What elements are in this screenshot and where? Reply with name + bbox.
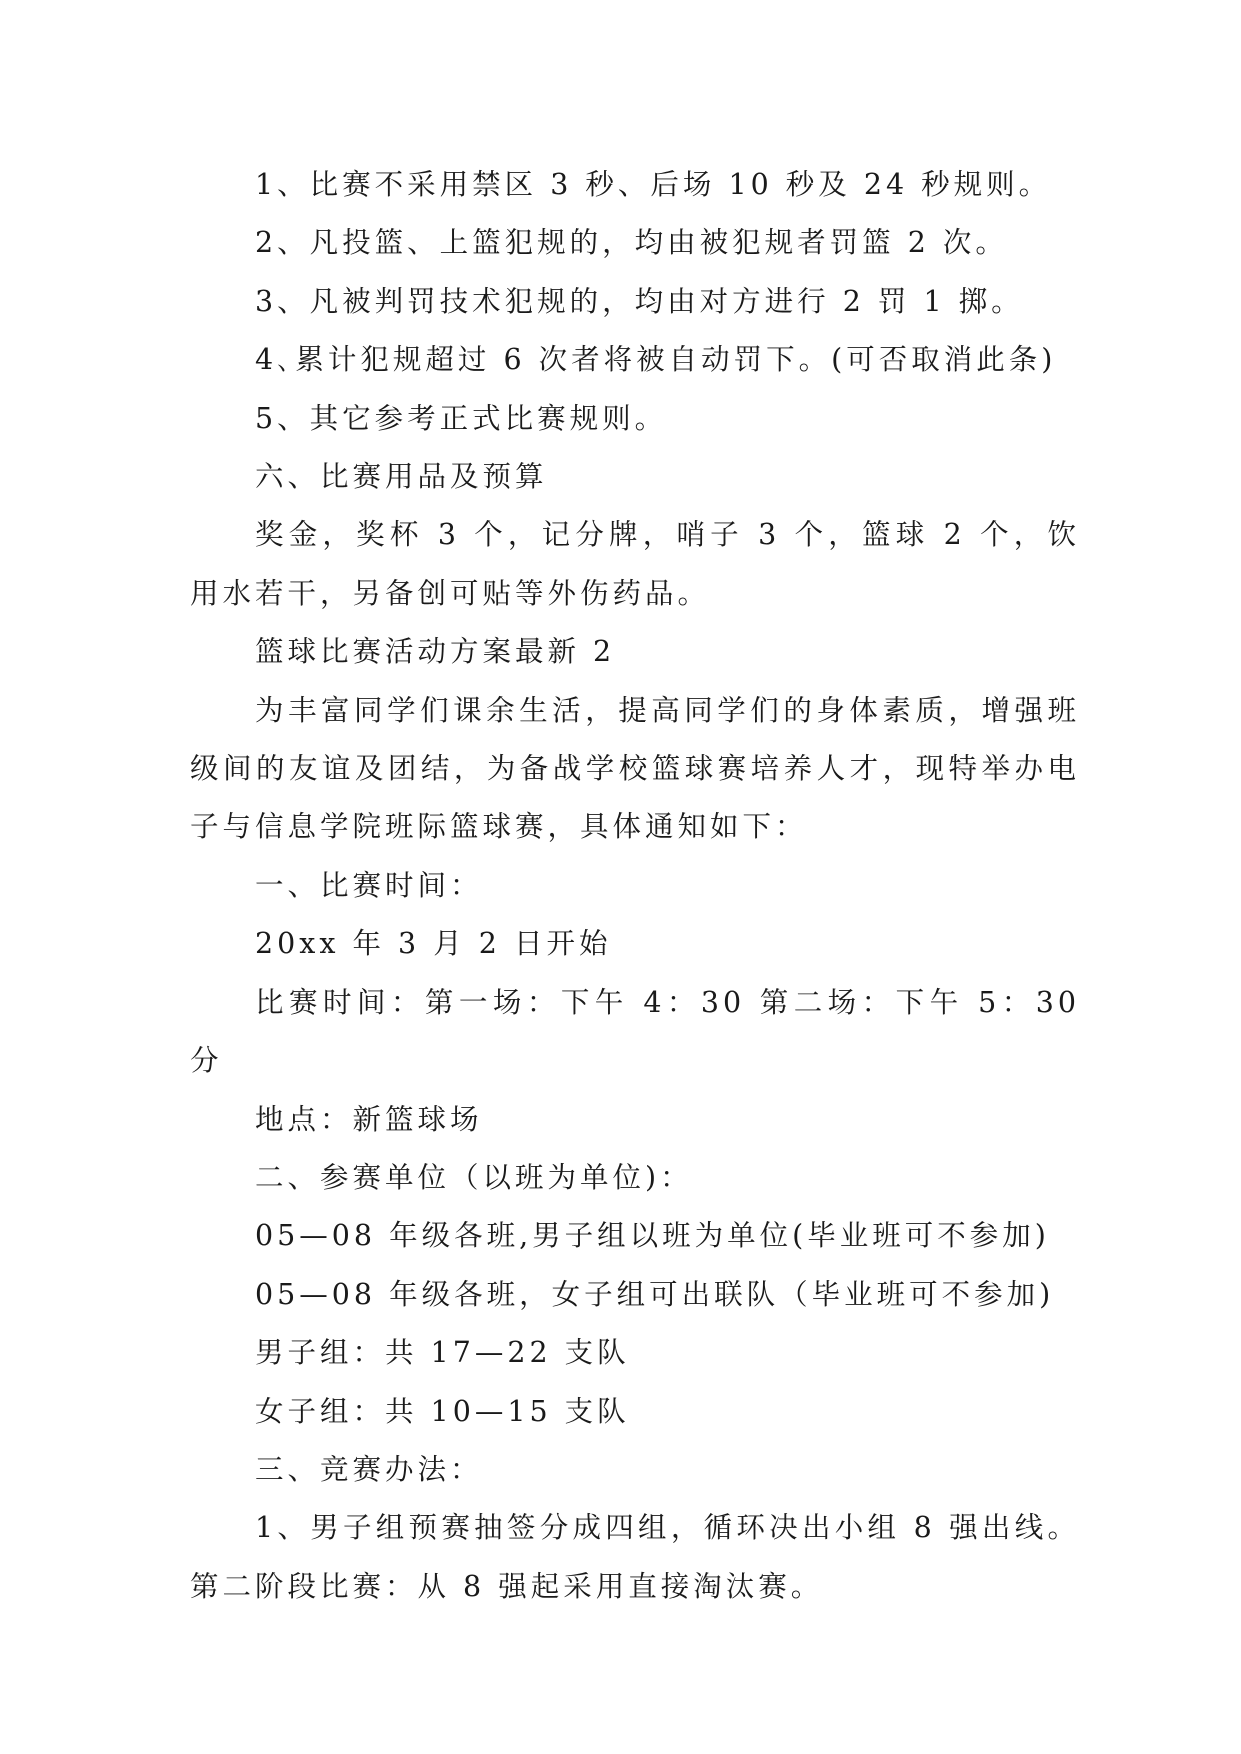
participants-men: 05—08 年级各班,男子组以班为单位(毕业班可不参加) <box>255 1219 1050 1253</box>
rule-item-4: 4､累计犯规超过 6 次者将被自动罚下。(可否取消此条) <box>255 343 1057 377</box>
participants-women: 05—08 年级各班，女子组可出联队（毕业班可不参加) <box>255 1277 1055 1311</box>
format-item-1: 1、男子组预赛抽签分成四组，循环决出小组 8 强出线。第二阶段比赛：从 8 强起采用直接淘汰赛。 <box>190 1511 1080 1603</box>
section-heading-supplies: 六、比赛用品及预算 <box>255 460 548 494</box>
section-heading-time: 一、比赛时间： <box>255 868 483 902</box>
document-body <box>190 156 1080 1616</box>
start-date: 20xx 年 3 月 2 日开始 <box>255 927 612 961</box>
supplies-paragraph: 奖金，奖杯 3 个，记分牌，哨子 3 个，篮球 2 个，饮用水若干，另备创可贴等外伤药品。 <box>190 518 1080 610</box>
rule-item-3: 3、凡被判罚技术犯规的，均由对方进行 2 罚 1 掷。 <box>255 284 1024 318</box>
men-team-count: 男子组：共 17—22 支队 <box>255 1336 630 1370</box>
rule-item-1: 1、比赛不采用禁区 3 秒、后场 10 秒及 24 秒规则。 <box>255 168 1052 201</box>
section-heading-format: 三、竞赛办法： <box>255 1452 483 1486</box>
section-heading-participants: 二、参赛单位（以班为单位)： <box>255 1160 693 1194</box>
intro-paragraph: 为丰富同学们课余生活，提高同学们的身体素质，增强班级间的友谊及团结，为备战学校篮球赛培养人才，现特举办电子与信息学院班际篮球赛，具体通知如下： <box>190 693 1080 844</box>
women-team-count: 女子组：共 10—15 支队 <box>255 1394 630 1428</box>
rule-item-5: 5、其它参考正式比赛规则。 <box>255 401 668 435</box>
match-times: 比赛时间：第一场：下午 4：30 第二场：下午 5：30 分 <box>190 985 1080 1078</box>
document-subtitle: 篮球比赛活动方案最新 2 <box>255 635 616 669</box>
rule-item-2: 2、凡投篮、上篮犯规的，均由被犯规者罚篮 2 次。 <box>255 226 1008 260</box>
venue: 地点：新篮球场 <box>255 1102 483 1136</box>
